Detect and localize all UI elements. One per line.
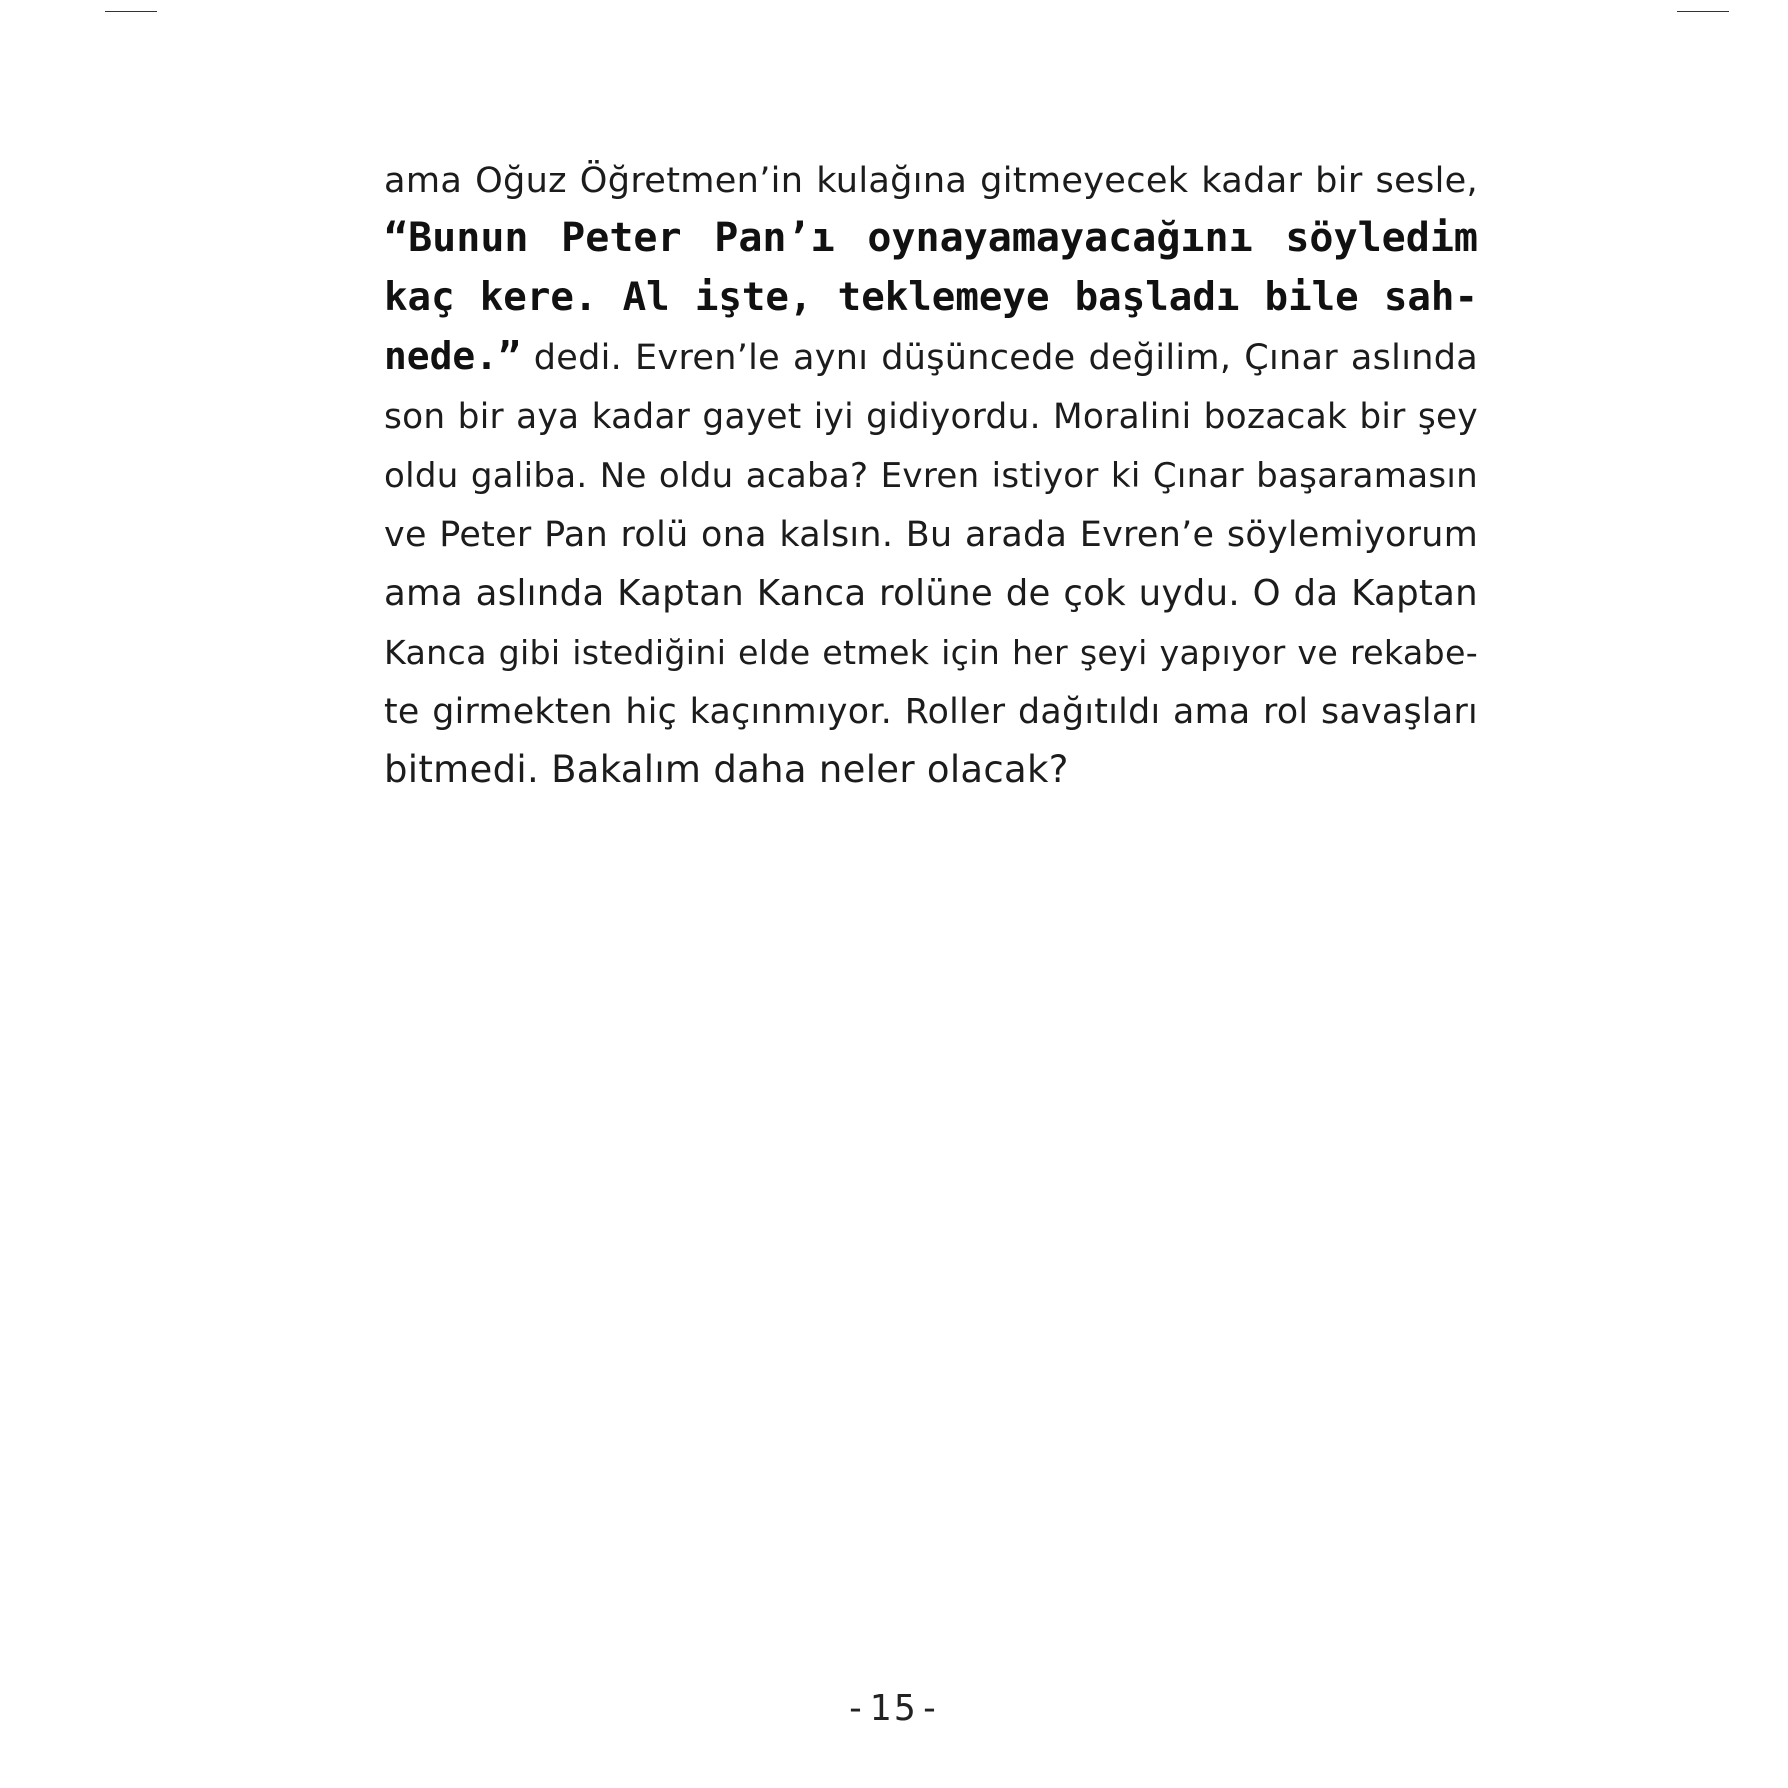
regular-text: ve Peter Pan rolü ona kalsın. Bu arada Evren’e söylemiyorum: [384, 515, 1478, 555]
text-line: [384, 209, 1478, 268]
body-text: [384, 150, 1478, 799]
text-line: [384, 504, 1478, 563]
regular-text: dedi. Evren’le aynı düşüncede değilim, Çınar aslında: [520, 337, 1478, 378]
quoted-speech: kaç kere. Al işte, teklemeye başladı bile sah-: [384, 275, 1478, 320]
text-line: [384, 563, 1478, 622]
regular-text: Kanca gibi istediğini elde etmek için her şeyi yapıyor ve rekabe-: [384, 633, 1478, 672]
text-line: [384, 386, 1478, 445]
crop-mark-left: [105, 11, 157, 12]
page-number: -15-: [844, 1688, 944, 1729]
text-line: [384, 740, 1478, 799]
text-line: [384, 327, 1478, 386]
quoted-speech: nede.”: [384, 334, 521, 378]
text-line: [384, 268, 1478, 327]
text-line: [384, 622, 1478, 681]
text-line: [384, 150, 1478, 209]
regular-text: ama aslında Kaptan Kanca rolüne de çok uydu. O da Kaptan: [384, 573, 1478, 614]
text-line: [384, 445, 1478, 504]
regular-text: bitmedi. Bakalım daha neler olacak?: [384, 748, 1069, 791]
regular-text: ama Oğuz Öğretmen’in kulağına gitmeyecek kadar bir sesle,: [384, 160, 1478, 201]
regular-text: oldu galiba. Ne oldu acaba? Evren istiyor ki Çınar başaramasın: [384, 456, 1478, 496]
crop-mark-right: [1677, 11, 1729, 12]
quoted-speech: “Bunun Peter Pan’ı oynayamayacağını söyledim: [384, 215, 1478, 261]
regular-text: son bir aya kadar gayet iyi gidiyordu. Moralini bozacak bir şey: [384, 397, 1478, 437]
text-line: [384, 681, 1478, 740]
regular-text: te girmekten hiç kaçınmıyor. Roller dağıtıldı ama rol savaşları: [384, 692, 1478, 732]
